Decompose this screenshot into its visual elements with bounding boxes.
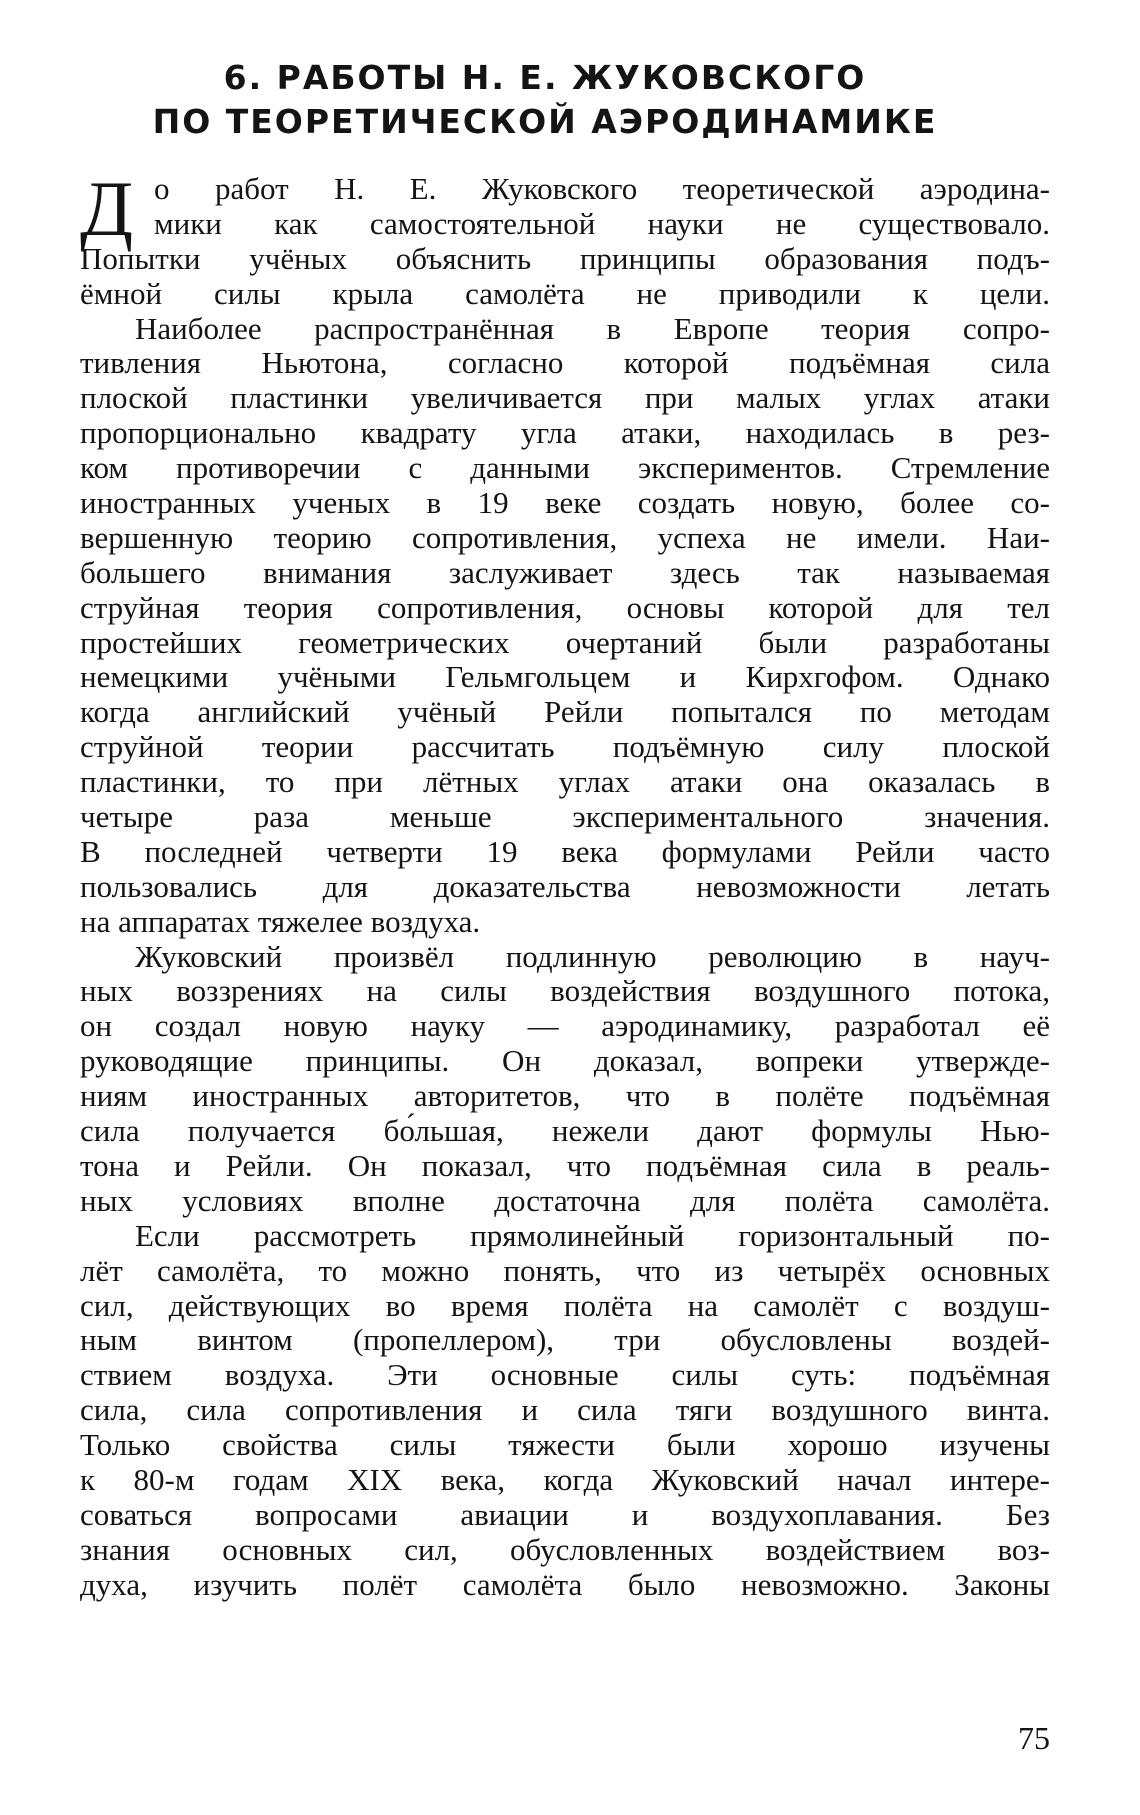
text-line: пользовались для доказательства невозможности летать — [80, 868, 1050, 904]
text-line: Попытки учёных объяснить принципы образования подъ- — [80, 240, 1050, 276]
drop-cap: Д — [80, 165, 134, 252]
page-number: 75 — [1018, 1720, 1050, 1756]
text-line: мики как самостоятельной науки не существовало. — [154, 205, 1050, 241]
text-line: к 80-м годам XIX века, когда Жуковский начал интере- — [80, 1461, 1050, 1497]
text-line: Если рассмотреть прямолинейный горизонтальный по- — [135, 1217, 1050, 1253]
body-text — [80, 165, 1050, 1603]
text-line: ёмной силы крыла самолёта не приводили к цели. — [80, 275, 1050, 311]
text-line: духа, изучить полёт самолёта было невозможно. Законы — [80, 1566, 1050, 1602]
chapter-heading — [150, 56, 940, 144]
text-line: ком противоречии с данными экспериментов. Стремление — [80, 450, 1050, 486]
text-line: когда английский учёный Рейли попытался по методам — [80, 694, 1050, 730]
text-line: иностранных ученых в 19 веке создать новую, более со- — [80, 485, 1050, 521]
text-line: четыре раза меньше экспериментального значения. — [80, 799, 1050, 835]
text-line: плоской пластинки увеличивается при малых углах атаки — [80, 380, 1050, 416]
text-line: простейших геометрических очертаний были разработаны — [80, 624, 1050, 660]
text-line: тона и Рейли. Он показал, что подъёмная сила в реаль- — [80, 1147, 1050, 1183]
text-line: знания основных сил, обусловленных воздействием воз- — [80, 1531, 1050, 1567]
chapter-heading-line-2: ПО ТЕОРЕТИЧЕСКОЙ АЭРОДИНАМИКЕ — [152, 102, 938, 141]
text-line: немецкими учёными Гельмгольцем и Кирхгофом. Однако — [80, 659, 1050, 695]
text-line: тивления Ньютона, согласно которой подъёмная сила — [80, 345, 1050, 381]
text-line: пропорционально квадрату угла атаки, находилась в рез- — [80, 415, 1050, 451]
text-line: о работ Н. Е. Жуковского теоретической аэродина- — [154, 171, 1050, 206]
text-line: ных воззрениях на силы воздействия воздушного потока, — [80, 973, 1050, 1009]
text-line: ствием воздуха. Эти основные силы суть: подъёмная — [80, 1357, 1050, 1393]
text-line: вершенную теорию сопротивления, успеха не имели. Наи- — [80, 519, 1050, 555]
text-line: сил, действующих во время полёта на самолёт с воздуш- — [80, 1287, 1050, 1323]
text-line: струйная теория сопротивления, основы которой для тел — [80, 589, 1050, 625]
text-line: Наиболее распространённая в Европе теория сопро- — [135, 310, 1050, 346]
text-line: он создал новую науку — аэродинамику, разработал её — [80, 1008, 1050, 1044]
text-line: соваться вопросами авиации и воздухоплавания. Без — [80, 1496, 1050, 1532]
text-line: сила получается бо́льшая, нежели дают формулы Нью- — [80, 1113, 1050, 1149]
text-line: пластинки, то при лётных углах атаки она оказалась в — [80, 764, 1050, 800]
chapter-heading-line-1: 6. РАБОТЫ Н. Е. ЖУКОВСКОГО — [223, 58, 867, 97]
text-line: руководящие принципы. Он доказал, вопреки утвержде- — [80, 1043, 1050, 1079]
text-line: струйной теории рассчитать подъёмную силу плоской — [80, 729, 1050, 765]
text-line: большего внимания заслуживает здесь так называемая — [80, 554, 1050, 590]
text-line: ным винтом (пропеллером), три обусловлены воздей- — [80, 1322, 1050, 1358]
text-line: на аппаратах тяжелее воздуха. — [80, 903, 481, 939]
text-line: ниям иностранных авторитетов, что в полёте подъёмная — [80, 1078, 1050, 1114]
text-line: В последней четверти 19 века формулами Рейли часто — [80, 833, 1050, 869]
text-line: лёт самолёта, то можно понять, что из четырёх основных — [80, 1252, 1050, 1288]
text-line: Жуковский произвёл подлинную революцию в науч- — [135, 938, 1050, 974]
text-line: Только свойства силы тяжести были хорошо изучены — [80, 1427, 1050, 1463]
text-line: сила, сила сопротивления и сила тяги воздушного винта. — [80, 1392, 1050, 1428]
text-line: ных условиях вполне достаточна для полёта самолёта. — [80, 1182, 1050, 1218]
